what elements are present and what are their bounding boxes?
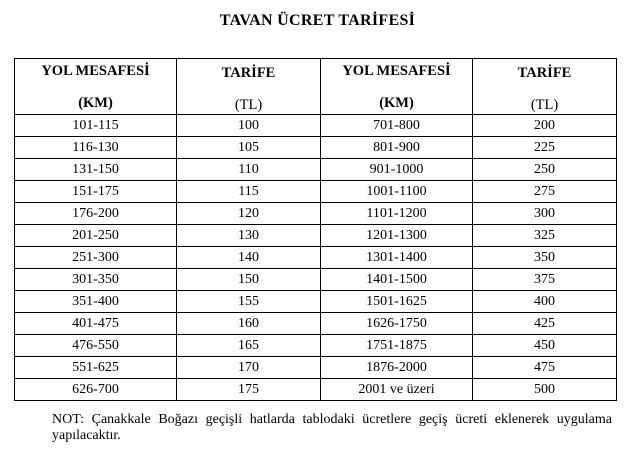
distance-cell: 401-475 bbox=[15, 313, 177, 335]
distance-cell: 1301-1400 bbox=[321, 247, 473, 269]
distance-cell: 701-800 bbox=[321, 115, 473, 137]
header-distance-unit: (KM) bbox=[78, 95, 113, 111]
table-row bbox=[15, 313, 617, 335]
tariff-cell: 155 bbox=[177, 291, 321, 313]
page-title: TAVAN ÜCRET TARİFESİ bbox=[219, 12, 416, 29]
table-header-row bbox=[15, 59, 617, 115]
table-row bbox=[15, 291, 617, 313]
tariff-cell: 250 bbox=[473, 159, 617, 181]
distance-cell: 116-130 bbox=[15, 137, 177, 159]
distance-cell: 1751-1875 bbox=[321, 335, 473, 357]
header-tariff-label: TARİFE bbox=[517, 65, 572, 81]
tariff-cell: 400 bbox=[473, 291, 617, 313]
tariff-cell: 425 bbox=[473, 313, 617, 335]
tariff-cell: 175 bbox=[177, 379, 321, 401]
tariff-cell: 100 bbox=[177, 115, 321, 137]
table-row bbox=[15, 379, 617, 401]
table-row bbox=[15, 357, 617, 379]
tariff-cell: 475 bbox=[473, 357, 617, 379]
footnote: NOT: Çanakkale Boğazı geçişli hatlarda tablodaki ücretlere geçiş ücreti eklenerek uygulama yapılacaktır. bbox=[52, 412, 612, 443]
tariff-cell: 375 bbox=[473, 269, 617, 291]
table-row bbox=[15, 159, 617, 181]
table-row bbox=[15, 137, 617, 159]
distance-cell: 1626-1750 bbox=[321, 313, 473, 335]
tariff-cell: 160 bbox=[177, 313, 321, 335]
tariff-cell: 120 bbox=[177, 203, 321, 225]
distance-cell: 201-250 bbox=[15, 225, 177, 247]
tariff-cell: 350 bbox=[473, 247, 617, 269]
table-row bbox=[15, 269, 617, 291]
tariff-cell: 150 bbox=[177, 269, 321, 291]
header-tariff-left bbox=[177, 59, 321, 115]
tariff-cell: 110 bbox=[177, 159, 321, 181]
tariff-cell: 140 bbox=[177, 247, 321, 269]
distance-cell: 101-115 bbox=[15, 115, 177, 137]
distance-cell: 2001 ve üzeri bbox=[321, 379, 473, 401]
tariff-cell: 325 bbox=[473, 225, 617, 247]
distance-cell: 551-625 bbox=[15, 357, 177, 379]
header-distance-right bbox=[321, 59, 473, 115]
distance-cell: 1101-1200 bbox=[321, 203, 473, 225]
distance-cell: 1501-1625 bbox=[321, 291, 473, 313]
distance-cell: 476-550 bbox=[15, 335, 177, 357]
header-distance-unit: (KM) bbox=[379, 95, 414, 111]
tariff-cell: 300 bbox=[473, 203, 617, 225]
tariff-table bbox=[14, 58, 617, 401]
tariff-cell: 275 bbox=[473, 181, 617, 203]
tariff-cell: 165 bbox=[177, 335, 321, 357]
tariff-cell: 170 bbox=[177, 357, 321, 379]
header-tariff-unit: (TL) bbox=[530, 97, 559, 113]
distance-cell: 801-900 bbox=[321, 137, 473, 159]
distance-cell: 351-400 bbox=[15, 291, 177, 313]
tariff-cell: 225 bbox=[473, 137, 617, 159]
tariff-cell: 450 bbox=[473, 335, 617, 357]
distance-cell: 1001-1100 bbox=[321, 181, 473, 203]
distance-cell: 1876-2000 bbox=[321, 357, 473, 379]
table-row bbox=[15, 247, 617, 269]
header-tariff-unit: (TL) bbox=[234, 97, 263, 113]
tariff-cell: 115 bbox=[177, 181, 321, 203]
distance-cell: 901-1000 bbox=[321, 159, 473, 181]
table-row bbox=[15, 181, 617, 203]
distance-cell: 1401-1500 bbox=[321, 269, 473, 291]
table-row bbox=[15, 115, 617, 137]
header-tariff-right bbox=[473, 59, 617, 115]
distance-cell: 131-150 bbox=[15, 159, 177, 181]
header-distance-label: YOL MESAFESİ bbox=[342, 63, 451, 79]
table-row bbox=[15, 335, 617, 357]
tariff-cell: 200 bbox=[473, 115, 617, 137]
distance-cell: 301-350 bbox=[15, 269, 177, 291]
table-row bbox=[15, 203, 617, 225]
header-distance-left bbox=[15, 59, 177, 115]
distance-cell: 151-175 bbox=[15, 181, 177, 203]
tariff-cell: 130 bbox=[177, 225, 321, 247]
header-tariff-label: TARİFE bbox=[221, 65, 276, 81]
table-row bbox=[15, 225, 617, 247]
header-distance-label: YOL MESAFESİ bbox=[41, 63, 150, 79]
distance-cell: 176-200 bbox=[15, 203, 177, 225]
tariff-cell: 500 bbox=[473, 379, 617, 401]
distance-cell: 1201-1300 bbox=[321, 225, 473, 247]
distance-cell: 626-700 bbox=[15, 379, 177, 401]
tariff-cell: 105 bbox=[177, 137, 321, 159]
distance-cell: 251-300 bbox=[15, 247, 177, 269]
